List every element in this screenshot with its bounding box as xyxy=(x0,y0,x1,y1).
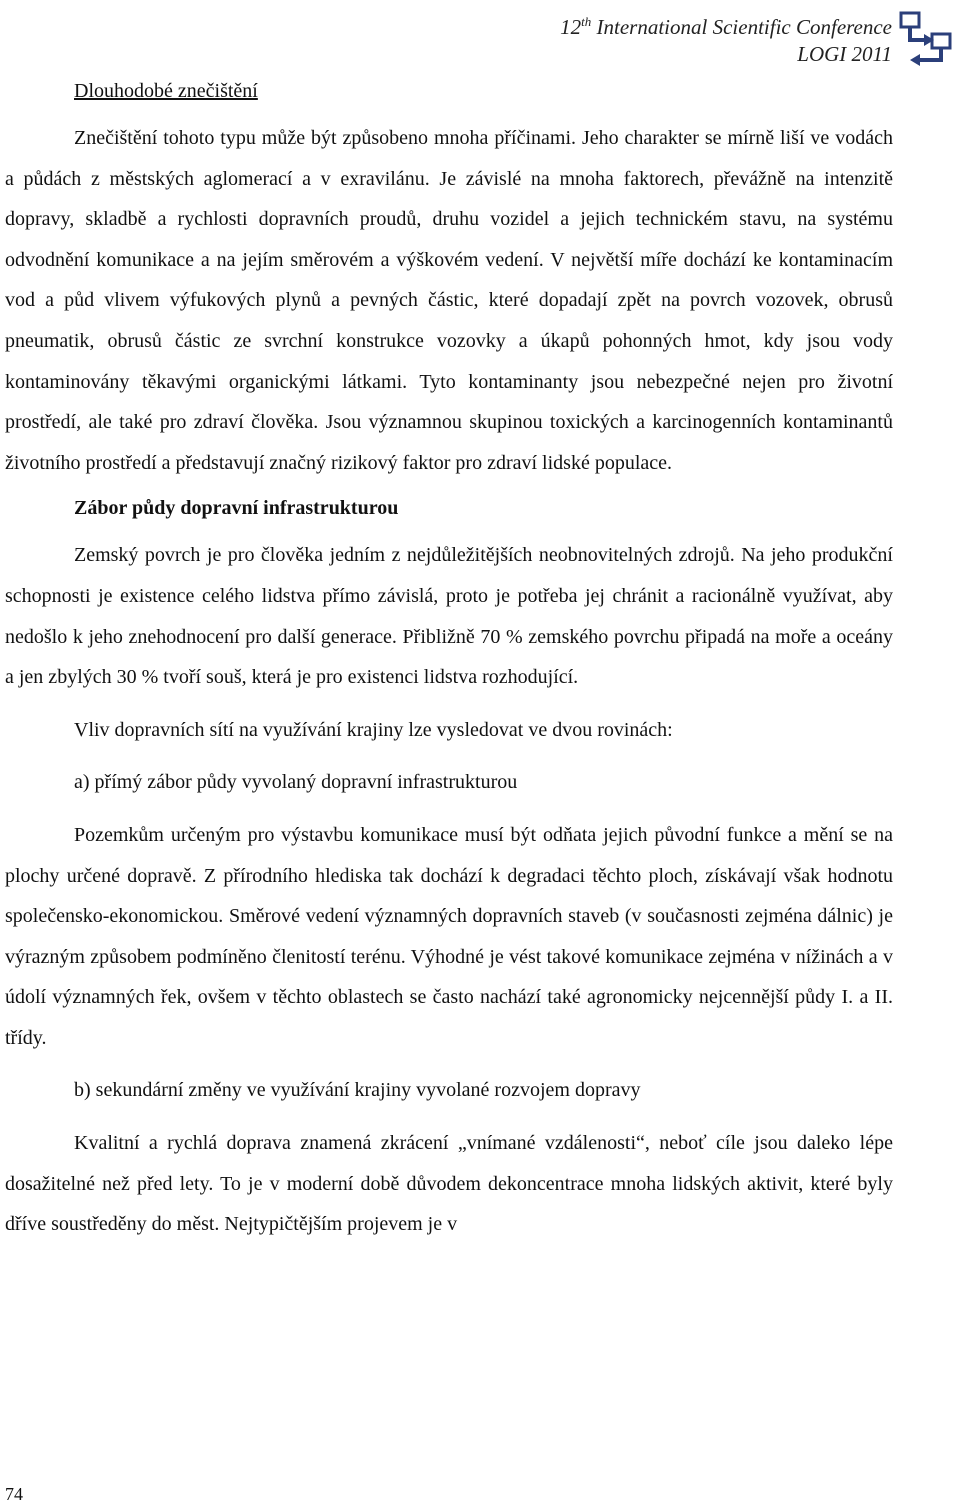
ordinal-suffix: th xyxy=(581,14,592,29)
paragraph-influence-intro: Vliv dopravních sítí na využívání krajiny lze vysledovat ve dvou rovinách: xyxy=(74,718,673,741)
paragraph-quality-transport: Kvalitní a rychlá doprava znamená zkrácení „vnímané vzdálenosti“, neboť cíle jsou daleko lépe dosažitelné než před lety. To je v moderní době důvodem dekoncentrace mnoha lidských aktivit, které byly dříve soustředěny do měst. Nejtypičtějším projevem je v xyxy=(5,1132,893,1236)
list-item-secondary-changes: b) sekundární změny ve využívání krajiny vyvolané rozvojem dopravy xyxy=(74,1079,641,1102)
conference-title: 12th International Scientific Conference xyxy=(560,14,892,39)
paragraph-pollution: Znečištění tohoto typu může být způsobeno mnoha příčinami. Jeho charakter se mírně liší ve vodách a půdách z městských aglomerací a v exravilánu. Je závislé na mnoha faktorech, převážně na intenzitě dopravy, skladbě a rychlosti dopravních proudů, druhu vozidel a jejich technickém stavu, na systému odvodnění komunikace a na jejím směrovém a výškovém vedení. V největší míře dochází ke kontaminacím vod a půd vlivem výfukových plynů a pevných částic, které dopadají zpět na povrch vozovek, obrusů pneumatik, obrusů částic ze svrchní konstrukce vozovky a úkapů pohonných hmot, kdy jsou vody kontaminovány těkavými organickými látkami. Tyto kontaminanty jsou nebezpečné nejen pro životní prostředí, ale také pro zdraví člověka. Jsou významnou skupinou toxických a karcinogenních kontaminantů životního prostředí a představují značný rizikový faktor pro zdraví lidské populace. xyxy=(5,127,893,474)
page-body xyxy=(5,76,893,1245)
list-item-direct-land-take: a) přímý zábor půdy vyvolaný dopravní infrastrukturou xyxy=(74,771,518,794)
section-heading-long-term-pollution: Dlouhodobé znečištění xyxy=(74,80,258,102)
paragraph-land-plots: Pozemkům určeným pro výstavbu komunikace musí být odňata jejich původní funkce a mění se na plochy určené dopravě. Z přírodního hlediska tak dochází k degradaci těchto ploch, získávají však hodnotu společensko-ekonomickou. Směrové vedení významných dopravních staveb (v současnosti zejména dálnic) je výrazným způsobem podmíněno členitostí terénu. Výhodné je vést takové komunikace zejména v nížinách a v údolí významných řek, ovšem v těchto oblastech se často nachází také agronomicky nejcennější půdy I. a II. třídy. xyxy=(5,823,893,1049)
conference-year: LOGI 2011 xyxy=(797,42,892,66)
page-number: 74 xyxy=(5,1484,23,1504)
conference-header xyxy=(560,8,892,68)
paragraph-earth-surface: Zemský povrch je pro člověka jedním z nejdůležitějších neobnovitelných zdrojů. Na jeho produkční schopnosti je existence celého lidstva přímo závislá, proto je potřeba jej chránit a racionálně využívat, aby nedošlo k jeho znehodnocení pro další generace. Přibližně 70 % zemského povrchu připadá na moře a oceány a jen zbylých 30 % tvoří souš, která je pro existenci lidstva rozhodující. xyxy=(5,544,893,689)
conference-logo-icon xyxy=(898,8,956,70)
section-heading-land-take: Zábor půdy dopravní infrastrukturou xyxy=(74,497,399,520)
